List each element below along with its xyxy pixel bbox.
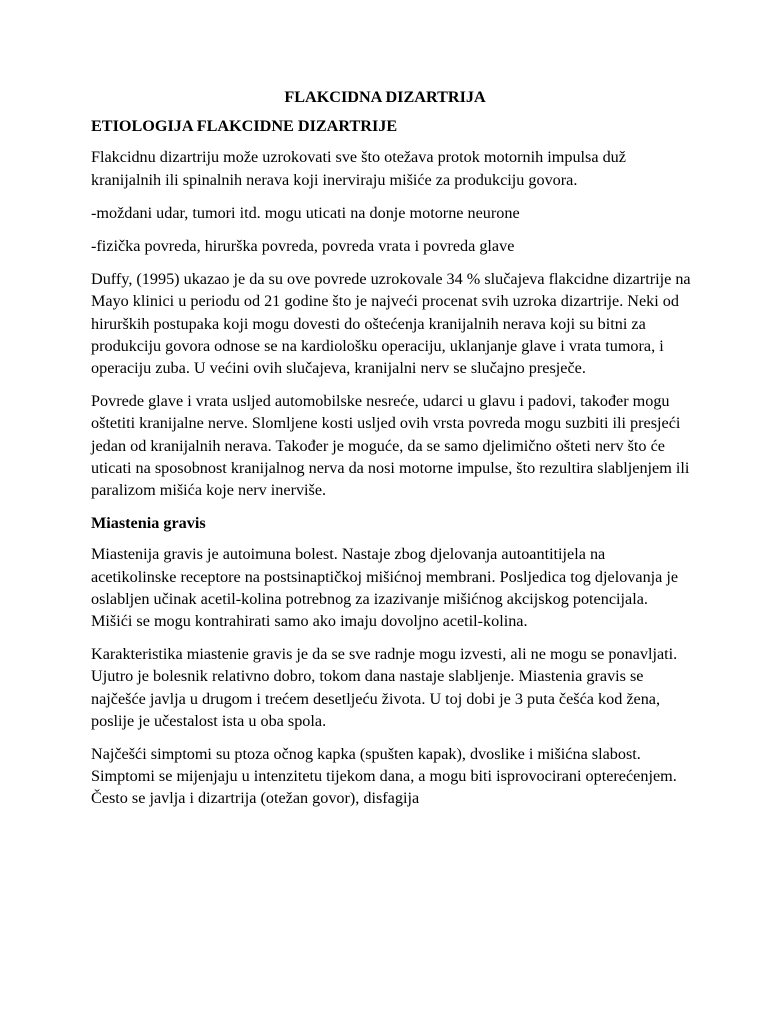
document-title: FLAKCIDNA DIZARTRIJA (284, 88, 486, 106)
paragraph-intro: Flakcidnu dizartriju može uzrokovati sve što otežava protok motornih impulsa duž kranijalnih ili spinalnih nerava koji inerviraju mišiće za produkciju govora. (91, 148, 626, 189)
paragraph-myasthenia-definition: Miastenija gravis je autoimuna bolest. Nastaje zbog djelovanja autoantitijela na acetikolinske receptore na postsinaptičkoj mišićnoj membrani. Posljedica tog djelovanja je oslabljen učinak acetil-kolina potrebnog za izazivanje mišićnog akcijskog potencijala. Mišići se mogu kontrahirati samo ako imaju dovoljno acetil-kolina. (91, 545, 679, 631)
paragraph-myasthenia-symptoms: Najčešći simptomi su ptoza očnog kapka (spušten kapak), dvoslike i mišićna slabost. Simptomi se mijenjaju u intenzitetu tijekom dana, a mogu biti isprovocirani opterećenjem. Često se javlja i dizartrija (otežan govor), disfagija (91, 745, 677, 808)
subheading-myasthenia: Miastenia gravis (91, 514, 206, 533)
document-page (91, 86, 691, 821)
paragraph-cause-stroke: -moždani udar, tumori itd. mogu uticati na donje motorne neurone (91, 203, 520, 222)
paragraph-head-injuries: Povrede glave i vrata usljed automobilske nesreće, udarci u glavu i padovi, također mogu oštetiti kranijalne nerve. Slomljene kosti usljed ovih vrsta povreda mogu suzbiti ili presjeći jedan od kranijalnih nerava. Također je moguće, da se samo djelimično ošteti nerv što će uticati na sposobnost kranijalnog nerva da nosi motorne impulse, što rezultira slabljenjem ili paralizom mišića koje nerv inerviše. (91, 392, 690, 500)
paragraph-cause-injury: -fizička povreda, hirurška povreda, povreda vrata i povreda glave (91, 237, 515, 256)
paragraph-myasthenia-characteristics: Karakteristika miastenie gravis je da se sve radnje mogu izvesti, ali ne mogu se ponavljati. Ujutro je bolesnik relativno dobro, tokom dana nastaje slabljenje. Miastenia gravis se najčešće javlja u drugom i trećem desetljeću života. U toj dobi je 3 puta češća kod žena, poslije je učestalost ista u oba spola. (91, 645, 678, 730)
section-heading: ETIOLOGIJA FLAKCIDNE DIZARTRIJE (91, 117, 398, 136)
paragraph-duffy: Duffy, (1995) ukazao je da su ove povrede uzrokovale 34 % slučajeva flakcidne dizartrije na Mayo klinici u periodu od 21 godine što je najveći procenat svih uzroka dizartrije. Neki od hirurških postupaka koji mogu dovesti do oštećenja kranijalnih nerava koji su bitni za produkciju govora odnose se na kardiološku operaciju, uklanjanje glave i vrata tumora, i operaciju zuba. U većini ovih slučajeva, kranijalni nerv se slučajno presječe. (91, 270, 691, 378)
